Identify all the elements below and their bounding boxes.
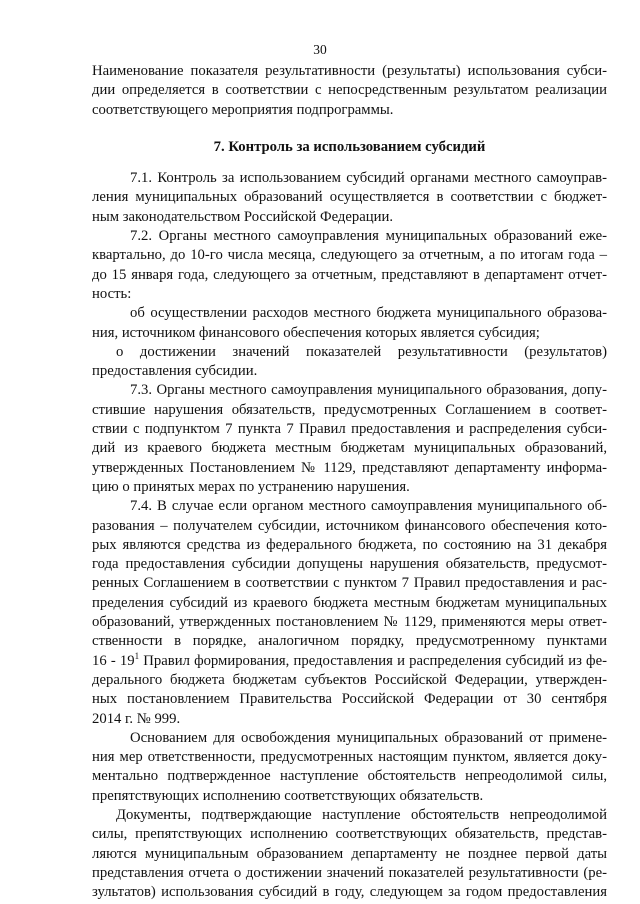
text-line: соответствующего мероприятия подпрограммы. — [92, 101, 394, 118]
text-line: ления муниципальных образований осуществляется в соответствии с бюджет- — [92, 189, 607, 206]
text-line: утвержденных Постановлением № 1129, представляют департаменту информа- — [92, 459, 607, 476]
text-line: препятствующих исполнению соответствующих обязательств. — [92, 787, 484, 804]
text-line: Документы, подтверждающие наступление обстоятельств непреодолимой — [116, 806, 607, 823]
text-line: Наименование показателя результативности (результаты) использования субси- — [92, 63, 607, 79]
text-line: ния мер ответственности, предусмотренных настоящим пунктом, является доку- — [92, 749, 607, 766]
text-line: 2014 г. № 999. — [92, 710, 181, 727]
text-line: 7.3. Органы местного самоуправления муниципального образования, допу- — [130, 382, 607, 399]
text-line: ния, источником финансового обеспечения которых является субсидия; — [92, 324, 540, 341]
text-line: Основанием для освобождения муниципальных образований от примене- — [130, 729, 607, 746]
text-line: дерального бюджета бюджетам субъектов Российской Федерации, утвержден- — [92, 671, 607, 688]
text-line: 7.4. В случае если органом местного самоуправления муниципального об- — [130, 498, 607, 515]
text-line: предоставления субсидии. — [92, 363, 258, 380]
text-line: года предоставления субсидии допущены нарушения обязательств, предусмот- — [92, 556, 607, 573]
text-line: дий из краевого бюджета местным бюджетам муниципальных образований, — [92, 440, 607, 457]
text-line: ляются муниципальным образованием департаменту не позднее первой даты — [92, 845, 607, 862]
page-number: 30 — [313, 42, 327, 57]
text-line: ность: — [92, 285, 132, 302]
text-line: стившие нарушения обязательств, предусмотренных Соглашением в соответ- — [92, 401, 607, 418]
text-line: разования – получателем субсидии, источником финансового обеспечения кото- — [92, 517, 607, 534]
text-line: до 15 января года, следующего за отчетным, представляют в департамент отчет- — [92, 266, 607, 283]
text-line: об осуществлении расходов местного бюджета муниципального образова- — [130, 305, 607, 322]
text-line: 7.2. Органы местного самоуправления муниципальных образований еже- — [130, 228, 607, 245]
intro-paragraph — [92, 62, 607, 120]
section-heading: 7. Контроль за использованием субсидий — [213, 138, 486, 155]
text-line: квартально, до 10-го числа месяца, следующего за отчетным, а по итогам года – — [92, 247, 607, 264]
text-line: образований, утвержденных постановлением № 1129, применяются меры ответ- — [92, 614, 607, 631]
text-line: силы, препятствующих исполнению соответствующих обязательств, представ- — [92, 826, 607, 843]
text-line: о достижении значений показателей результативности (результатов) — [116, 343, 607, 360]
text-line: представления отчета о достижении значений показателей результативности (ре- — [92, 864, 607, 881]
text-line: ментально подтвержденное наступление обстоятельств непреодолимой силы, — [92, 768, 607, 785]
text-line: 7.1. Контроль за использованием субсидий органами местного самоуправ- — [130, 170, 607, 187]
text-line: пределения субсидий из краевого бюджета местным бюджетам муниципальных — [92, 594, 607, 611]
section-body — [92, 169, 607, 902]
text-line: ным законодательством Российской Федерации. — [92, 208, 393, 225]
text-line: цию о принятых мерах по устранению нарушения. — [92, 478, 410, 495]
text-line: дии определяется в соответствии с непосредственным результатом реализации — [92, 82, 607, 99]
text-line: ных постановлением Правительства Российской Федерации от 30 сентября — [92, 691, 607, 708]
text-line: рых являются средства из федерального бюджета, по состоянию на 31 декабря — [92, 536, 607, 553]
text-line: $16 - 19^1$ Правил формирования, предоставления и распределения субсидий из фе- — [92, 650, 607, 669]
text-line: зультатов) использования субсидий в году, следующем за годом предоставления — [92, 884, 607, 901]
text-line: ренных Соглашением в соответствии с пунктом 7 Правил предоставления и рас- — [92, 575, 607, 592]
text-line: ствии с подпунктом 7 пункта 7 Правил предоставления и распределения субси- — [92, 421, 607, 438]
text-line: ственности в порядке, аналогичном порядку, предусмотренному пунктами — [92, 633, 607, 650]
document-body — [92, 62, 607, 902]
